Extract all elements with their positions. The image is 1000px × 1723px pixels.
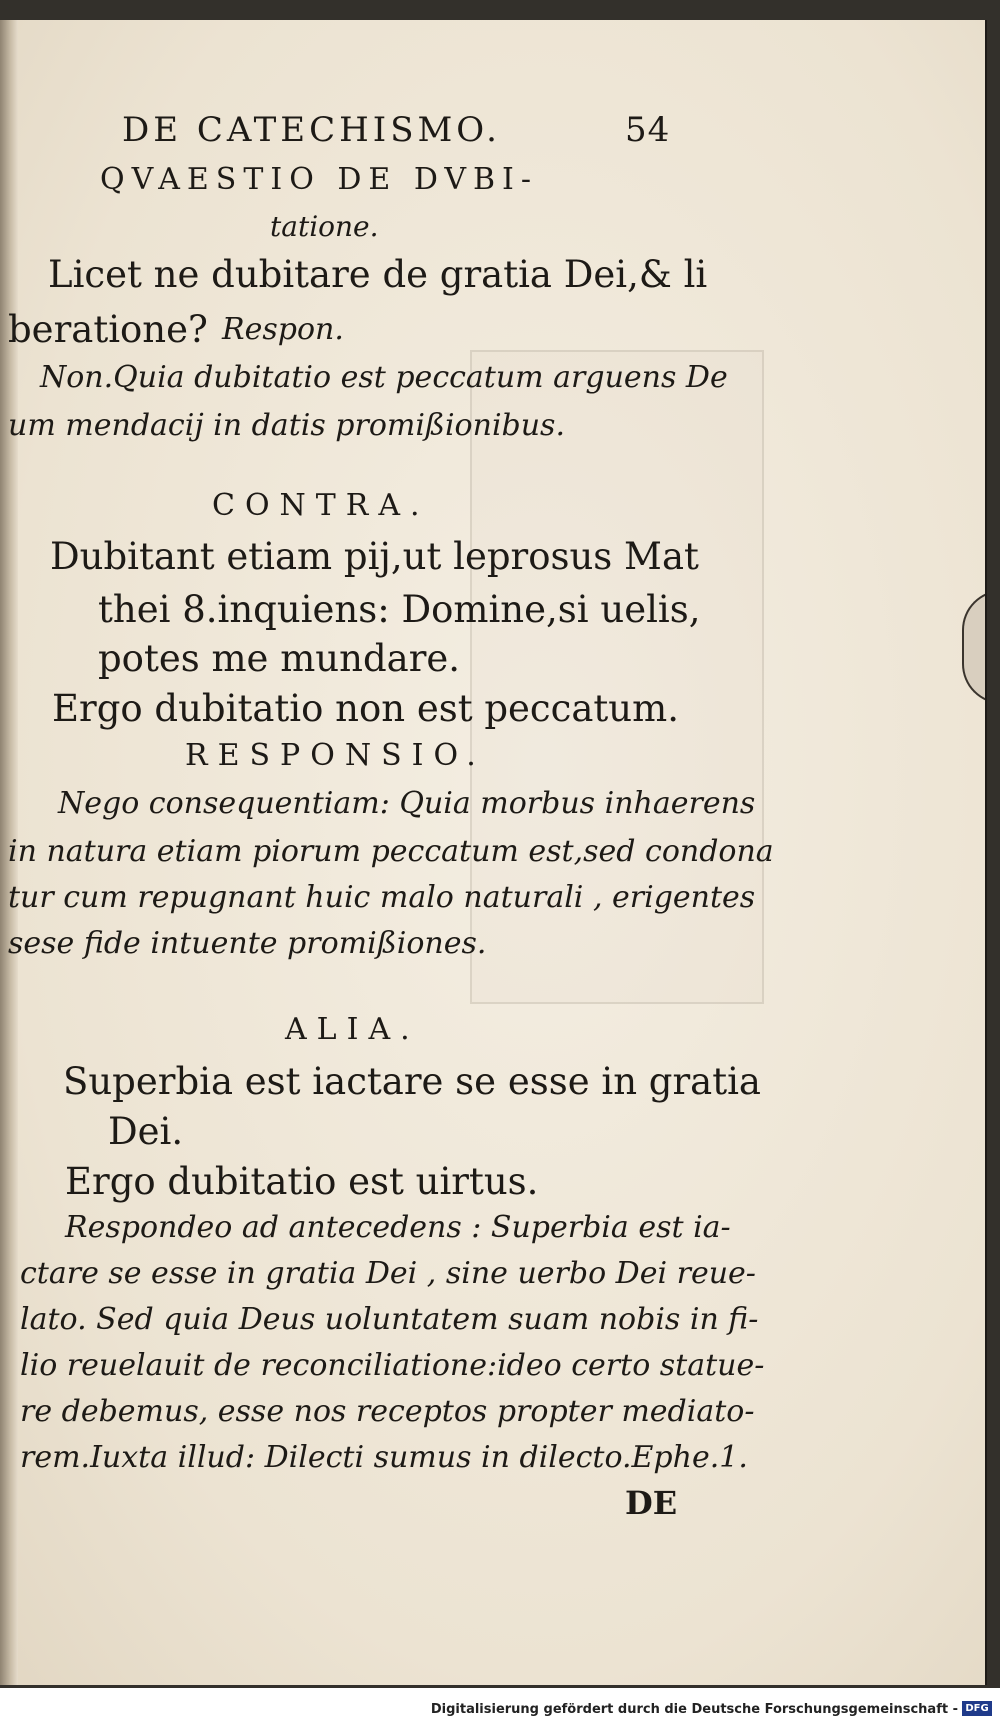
responsio-heading: RESPONSIO. [185,738,486,773]
alia-line5: ctare se esse in gratia Dei , sine uerbo Dei reue- [20,1256,756,1291]
folio-number: 54 [625,110,671,150]
answer-line1: Non.Quia dubitatio est peccatum arguens De [40,360,728,395]
alia-line2: Dei. [108,1110,184,1153]
contra-line3: potes me mundare. [98,637,461,680]
contra-line2: thei 8.inquiens: Domine,si uelis, [98,588,701,631]
respon-label: Respon. [222,312,344,347]
dfg-logo: DFG [962,1701,992,1716]
contra-heading: CONTRA. [212,488,430,523]
question-heading-line2: tatione. [270,210,379,243]
alia-line6: lato. Sed quia Deus uoluntatem suam nobis in fi- [20,1302,759,1337]
alia-line8: re debemus, esse nos receptos propter mediato- [20,1394,755,1429]
alia-line3: Ergo dubitatio est uirtus. [65,1160,539,1203]
answer-line2: um mendacij in datis promißionibus. [8,408,565,443]
alia-heading: ALIA. [285,1012,420,1047]
footer-credit: Digitalisierung gefördert durch die Deutsche Forschungsgemeinschaft - [430,1702,958,1717]
running-title: DE CATECHISMO. [122,110,501,150]
responsio-line3: tur cum repugnant huic malo naturali , erigentes [8,880,756,915]
alia-line1: Superbia est iactare se esse in gratia [63,1060,761,1103]
responsio-line4: sese fide intuente promißiones. [8,926,487,961]
book-page [0,20,987,1685]
responsio-line1: Nego consequentiam: Quia morbus inhaerens [58,786,756,821]
alia-line4: Respondeo ad antecedens : Superbia est ia- [65,1210,731,1245]
question-line1: Licet ne dubitare de gratia Dei,& li [48,253,708,296]
catchword: DE [625,1484,678,1522]
question-line2: beratione? [8,308,208,351]
responsio-line2: in natura etiam piorum peccatum est,sed condona [8,834,774,869]
question-heading-line1: QVAESTIO DE DVBI- [100,162,539,197]
alia-line7: lio reuelauit de reconciliatione:ideo certo statue- [20,1348,765,1383]
contra-line4: Ergo dubitatio non est peccatum. [52,687,679,730]
page-tab-clip [962,590,987,704]
contra-line1: Dubitant etiam pij,ut leprosus Mat [50,535,699,578]
alia-line9: rem.Iuxta illud: Dilecti sumus in dilecto.Ephe.1. [20,1440,748,1475]
